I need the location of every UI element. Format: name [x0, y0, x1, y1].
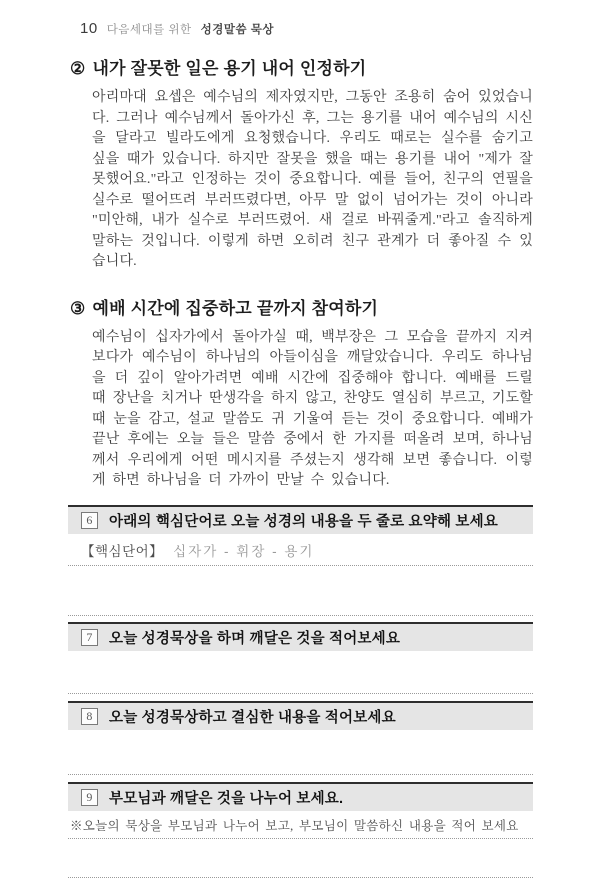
- keyword-list: 십자가 - 휘장 - 용기: [173, 543, 315, 559]
- spacer: [68, 775, 533, 782]
- section-body-2: 아리마대 요셉은 예수님의 제자였지만, 그동안 조용히 숨어 있었습니다. 그러나 예수님께서 돌아가신 후, 그는 용기를 내어 예수님의 시신을 달라고 빌라도에게 요청했습니다. 우리도 때로는 실수를 숨기고 싶을 때가 있습니다. 하지만 잘못을 했을 때는 용기를 내어 "제가 잘못했어요."라고 인정하는 것이 중요합니다. 예를 들어, 친구의 연필을 실수로 떨어뜨려 부러뜨렸다면, 아무 말 없이 넘어가는 것이 아니라 "미안해, 내가 실수로 부러뜨렸어. 새 걸로 바꿔줄게."라고 솔직하게 말하는 것입니다. 이렇게 하면 오히려 친구 관계가 더 좋아질 수 있습니다.: [92, 90, 533, 269]
- answer-writing-line: [68, 730, 533, 775]
- section-title-text: 내가 잘못한 일은 용기 내어 인정하기: [92, 59, 367, 78]
- question-header-8: [68, 701, 533, 730]
- question-title: 아래의 핵심단어로 오늘 성경의 내용을 두 줄로 요약해 보세요: [109, 513, 499, 530]
- book-title: 성경말씀 묵상: [200, 24, 275, 36]
- answer-writing-line: [68, 566, 533, 616]
- question-number-box: 9: [81, 789, 98, 806]
- section-heading-3: [70, 294, 533, 319]
- keyword-row: [68, 534, 533, 566]
- section-heading-2: [70, 54, 533, 79]
- keyword-label: 【핵심단어】: [81, 543, 164, 559]
- spacer: [68, 694, 533, 701]
- answer-writing-line: [68, 651, 533, 694]
- question-block-7: [68, 622, 533, 701]
- question-number-box: 8: [81, 708, 98, 725]
- question-block-6: [68, 505, 533, 622]
- question-block-8: [68, 701, 533, 782]
- question-title: 오늘 성경묵상을 하며 깨달은 것을 적어보세요: [109, 630, 401, 647]
- question-number-box: 7: [81, 629, 98, 646]
- question-title: 부모님과 깨달은 것을 나누어 보세요.: [109, 790, 344, 807]
- parent-share-note: ※오늘의 묵상을 부모님과 나누어 보고, 부모님이 말씀하신 내용을 적어 보세요: [68, 811, 533, 839]
- running-head: [80, 20, 533, 37]
- section-number-circle: ③: [70, 298, 86, 318]
- question-header-6: [68, 505, 533, 534]
- page-number: 10: [80, 20, 98, 37]
- series-title: 다음세대를 위한: [106, 24, 192, 36]
- section-body-3: 예수님이 십자가에서 돌아가실 때, 백부장은 그 모습을 끝까지 지켜보다가 예수님이 하나님의 아들이심을 깨달았습니다. 우리도 하나님을 더 깊이 알아가려면 예배 시간에 집중해야 합니다. 예배를 드릴 때 장난을 치거나 딴생각을 하지 않고, 찬양도 열심히 부르고, 기도할 때 눈을 감고, 설교 말씀도 귀 기울여 듣는 것이 중요합니다. 예배가 끝난 후에는 오늘 들은 말씀 중에서 한 가지를 떠올려 보며, 하나님께서 우리에게 어떤 메시지를 주셨는지 생각해 보면 좋습니다. 이렇게 하면 하나님을 더 가까이 만날 수 있습니다.: [92, 329, 533, 488]
- question-header-7: [68, 622, 533, 651]
- section-number-circle: ②: [70, 59, 86, 78]
- question-number-box: 6: [81, 512, 98, 529]
- question-header-9: [68, 782, 533, 811]
- question-title: 오늘 성경묵상하고 결심한 내용을 적어보세요: [109, 709, 396, 726]
- section-title-text: 예배 시간에 집중하고 끝까지 참여하기: [92, 298, 379, 318]
- question-block-9: [68, 782, 533, 878]
- answer-writing-line: [68, 839, 533, 878]
